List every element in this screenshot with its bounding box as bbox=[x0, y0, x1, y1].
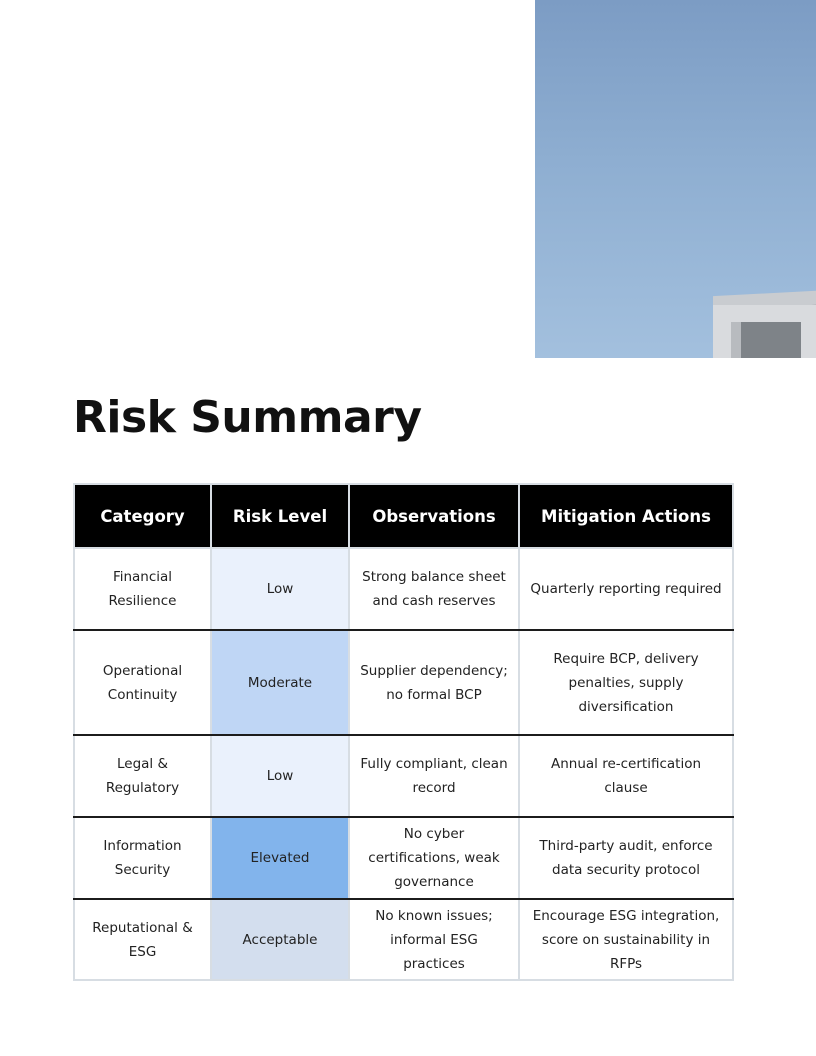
observations-cell: Fully compliant, clean record bbox=[349, 735, 519, 817]
table-row bbox=[74, 817, 733, 899]
category-cell: Information Security bbox=[74, 817, 211, 899]
risk-level-cell: Low bbox=[211, 548, 349, 630]
risk-level-cell: Acceptable bbox=[211, 899, 349, 980]
header-category: Category bbox=[74, 484, 211, 548]
building-against-sky-photo bbox=[535, 0, 816, 358]
header-risk-level: Risk Level bbox=[211, 484, 349, 548]
risk-summary-table bbox=[73, 483, 734, 981]
table-row bbox=[74, 548, 733, 630]
category-cell: Operational Continuity bbox=[74, 630, 211, 735]
category-cell: Reputational & ESG bbox=[74, 899, 211, 980]
category-cell: Legal & Regulatory bbox=[74, 735, 211, 817]
header-observations: Observations bbox=[349, 484, 519, 548]
observations-cell: No known issues; informal ESG practices bbox=[349, 899, 519, 980]
risk-level-cell: Low bbox=[211, 735, 349, 817]
risk-level-cell: Moderate bbox=[211, 630, 349, 735]
category-cell: Financial Resilience bbox=[74, 548, 211, 630]
observations-cell: Strong balance sheet and cash reserves bbox=[349, 548, 519, 630]
table-row bbox=[74, 735, 733, 817]
table-row bbox=[74, 630, 733, 735]
mitigation-cell: Quarterly reporting required bbox=[519, 548, 733, 630]
header-mitigation-actions: Mitigation Actions bbox=[519, 484, 733, 548]
table-header-row bbox=[74, 484, 733, 548]
mitigation-cell: Annual re-certification clause bbox=[519, 735, 733, 817]
observations-cell: Supplier dependency; no formal BCP bbox=[349, 630, 519, 735]
mitigation-cell: Encourage ESG integration, score on sustainability in RFPs bbox=[519, 899, 733, 980]
mitigation-cell: Third-party audit, enforce data security protocol bbox=[519, 817, 733, 899]
table-row bbox=[74, 899, 733, 980]
risk-level-cell: Elevated bbox=[211, 817, 349, 899]
building-opening bbox=[731, 322, 801, 358]
observations-cell: No cyber certifications, weak governance bbox=[349, 817, 519, 899]
mitigation-cell: Require BCP, delivery penalties, supply diversification bbox=[519, 630, 733, 735]
building-column bbox=[731, 322, 741, 358]
page-title: Risk Summary bbox=[73, 392, 422, 443]
